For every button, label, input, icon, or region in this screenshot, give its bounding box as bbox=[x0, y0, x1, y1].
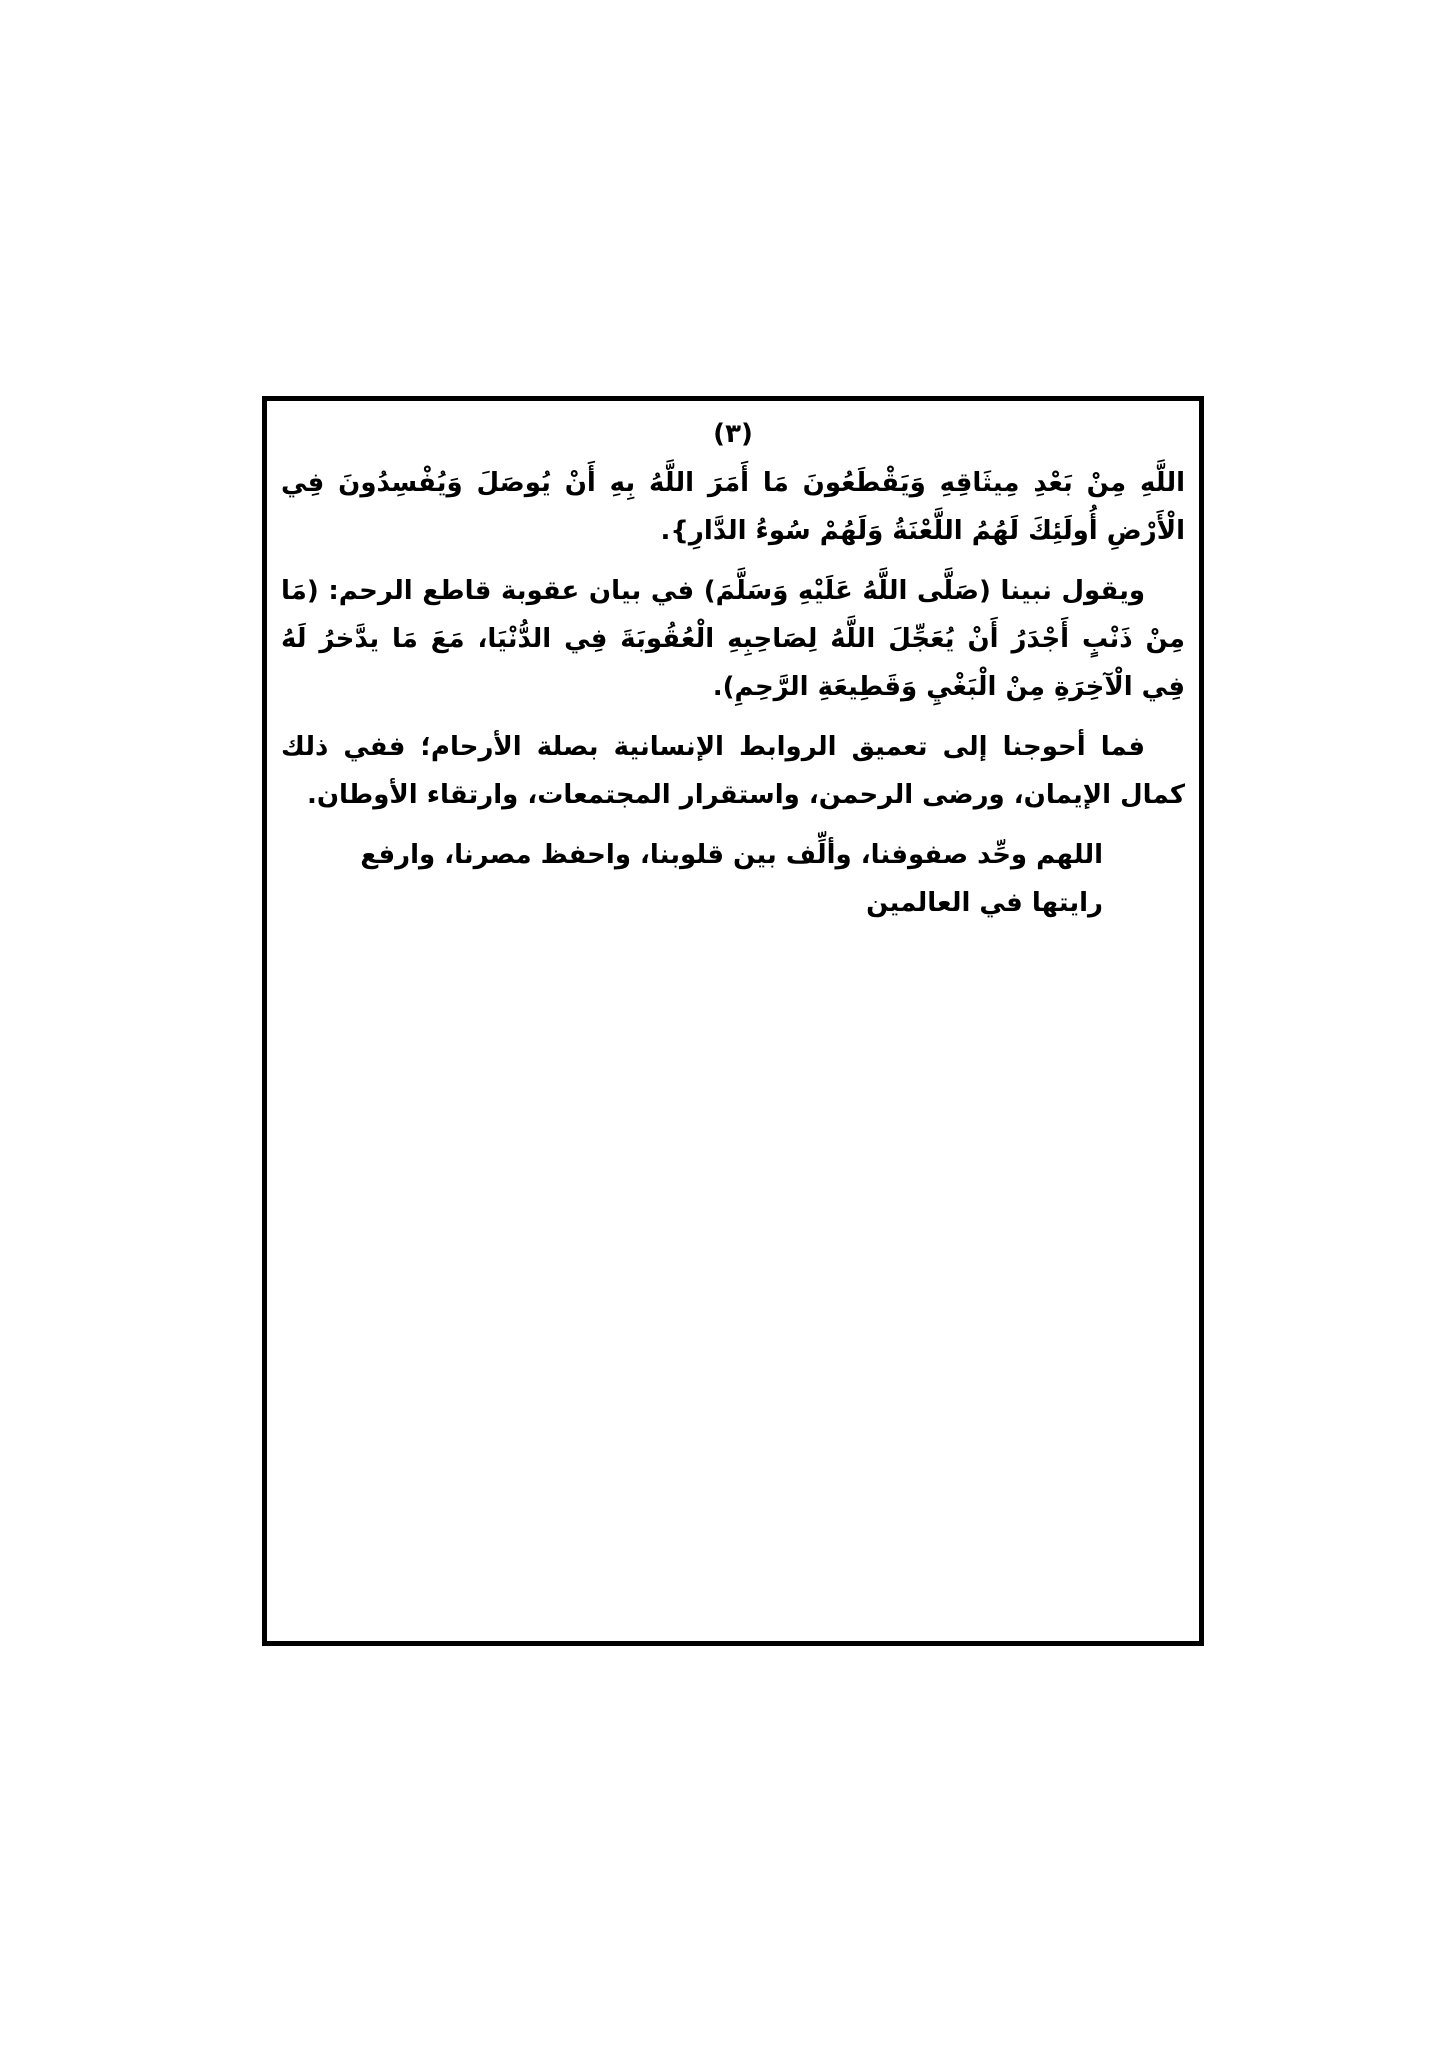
page-frame bbox=[262, 396, 1204, 1646]
page-number: (٣) bbox=[713, 419, 753, 449]
page-body bbox=[281, 459, 1185, 939]
prayer-paragraph: اللهم وحِّد صفوفنا، وألِّف بين قلوبنا، واحفظ مصرنا، وارفع رايتها في العالمين bbox=[360, 840, 1103, 918]
hadith-paragraph: ويقول نبينا (صَلَّى اللَّهُ عَلَيْهِ وَسَلَّمَ) في بيان عقوبة قاطع الرحم: (مَا مِنْ ذَنْبٍ أَجْدَرُ أَنْ يُعَجِّلَ اللَّهُ لِصَاحِبِهِ الْعُقُوبَةَ فِي الدُّنْيَا، مَعَ مَا يدَّخرُ لَهُ فِي الْآخِرَةِ مِنْ الْبَغْيِ وَقَطِيعَةِ الرَّحِمِ). bbox=[281, 576, 1185, 702]
conclusion-paragraph: فما أحوجنا إلى تعميق الروابط الإنسانية بصلة الأرحام؛ ففي ذلك كمال الإيمان، ورضى الرحمن، واستقرار المجتمعات، وارتقاء الأوطان. bbox=[281, 732, 1185, 810]
verse-continuation-paragraph: اللَّهِ مِنْ بَعْدِ مِيثَاقِهِ وَيَقْطَعُونَ مَا أَمَرَ اللَّهُ بِهِ أَنْ يُوصَلَ وَيُفْسِدُونَ فِي الْأَرْضِ أُولَئِكَ لَهُمُ اللَّعْنَةُ وَلَهُمْ سُوءُ الدَّارِ}. bbox=[281, 468, 1185, 546]
